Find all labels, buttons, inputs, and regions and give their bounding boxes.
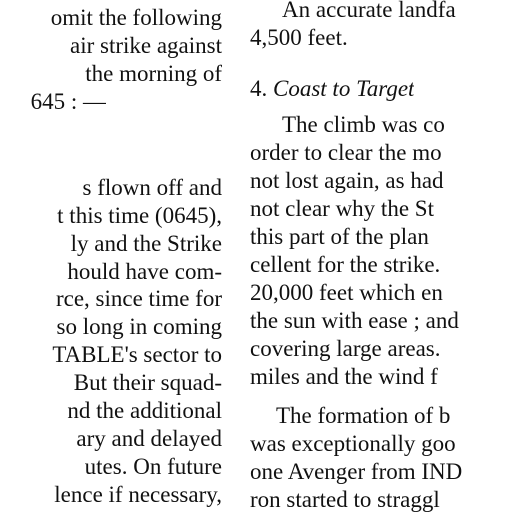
text-line: But their squad- — [73, 370, 222, 395]
text-line: not lost again, as had — [250, 168, 444, 193]
section-title: Coast to Target — [273, 76, 415, 101]
text-line: omit the following — [50, 5, 222, 30]
text-line: lence if necessary, — [54, 482, 222, 507]
text-line: utes. On future — [84, 454, 222, 479]
text-line: so long in coming — [56, 314, 222, 339]
text-line: cellent for the strike. — [250, 252, 441, 277]
text-line: was exceptionally goo — [250, 431, 456, 456]
text-line: order to clear the mo — [250, 140, 442, 165]
text-line: this part of the plan — [250, 224, 429, 249]
text-line: ly and the Strike — [70, 231, 222, 256]
text-line: covering large areas. — [250, 336, 441, 361]
text-line: rce, since time for — [55, 286, 222, 311]
text-line: one Avenger from IND — [250, 459, 463, 484]
text-line: 20,000 feet which en — [250, 280, 443, 305]
text-line: nd the additional — [67, 398, 222, 423]
text-line: ary and delayed — [76, 426, 222, 451]
text-line: TABLE's sector to — [52, 342, 222, 367]
text-line: The climb was co — [282, 112, 445, 137]
text-line: the morning of — [85, 61, 222, 86]
text-line: s flown off and — [82, 175, 222, 200]
text-line: 4,500 feet. — [250, 25, 348, 50]
text-line: not clear why the St — [250, 196, 434, 221]
text-line: air strike against — [69, 33, 222, 58]
section-heading — [250, 75, 414, 103]
text-line: 645 : — — [30, 89, 106, 114]
text-line: An accurate landfa — [282, 0, 456, 22]
text-line: the sun with ease ; and — [250, 308, 459, 333]
text-line: miles and the wind f — [250, 364, 438, 389]
text-line: ron started to straggl — [250, 487, 440, 512]
section-number: 4. — [250, 76, 268, 101]
text-line: t this time (0645), — [57, 203, 222, 228]
text-line: The formation of b — [276, 403, 451, 428]
text-line: hould have com- — [67, 259, 222, 284]
